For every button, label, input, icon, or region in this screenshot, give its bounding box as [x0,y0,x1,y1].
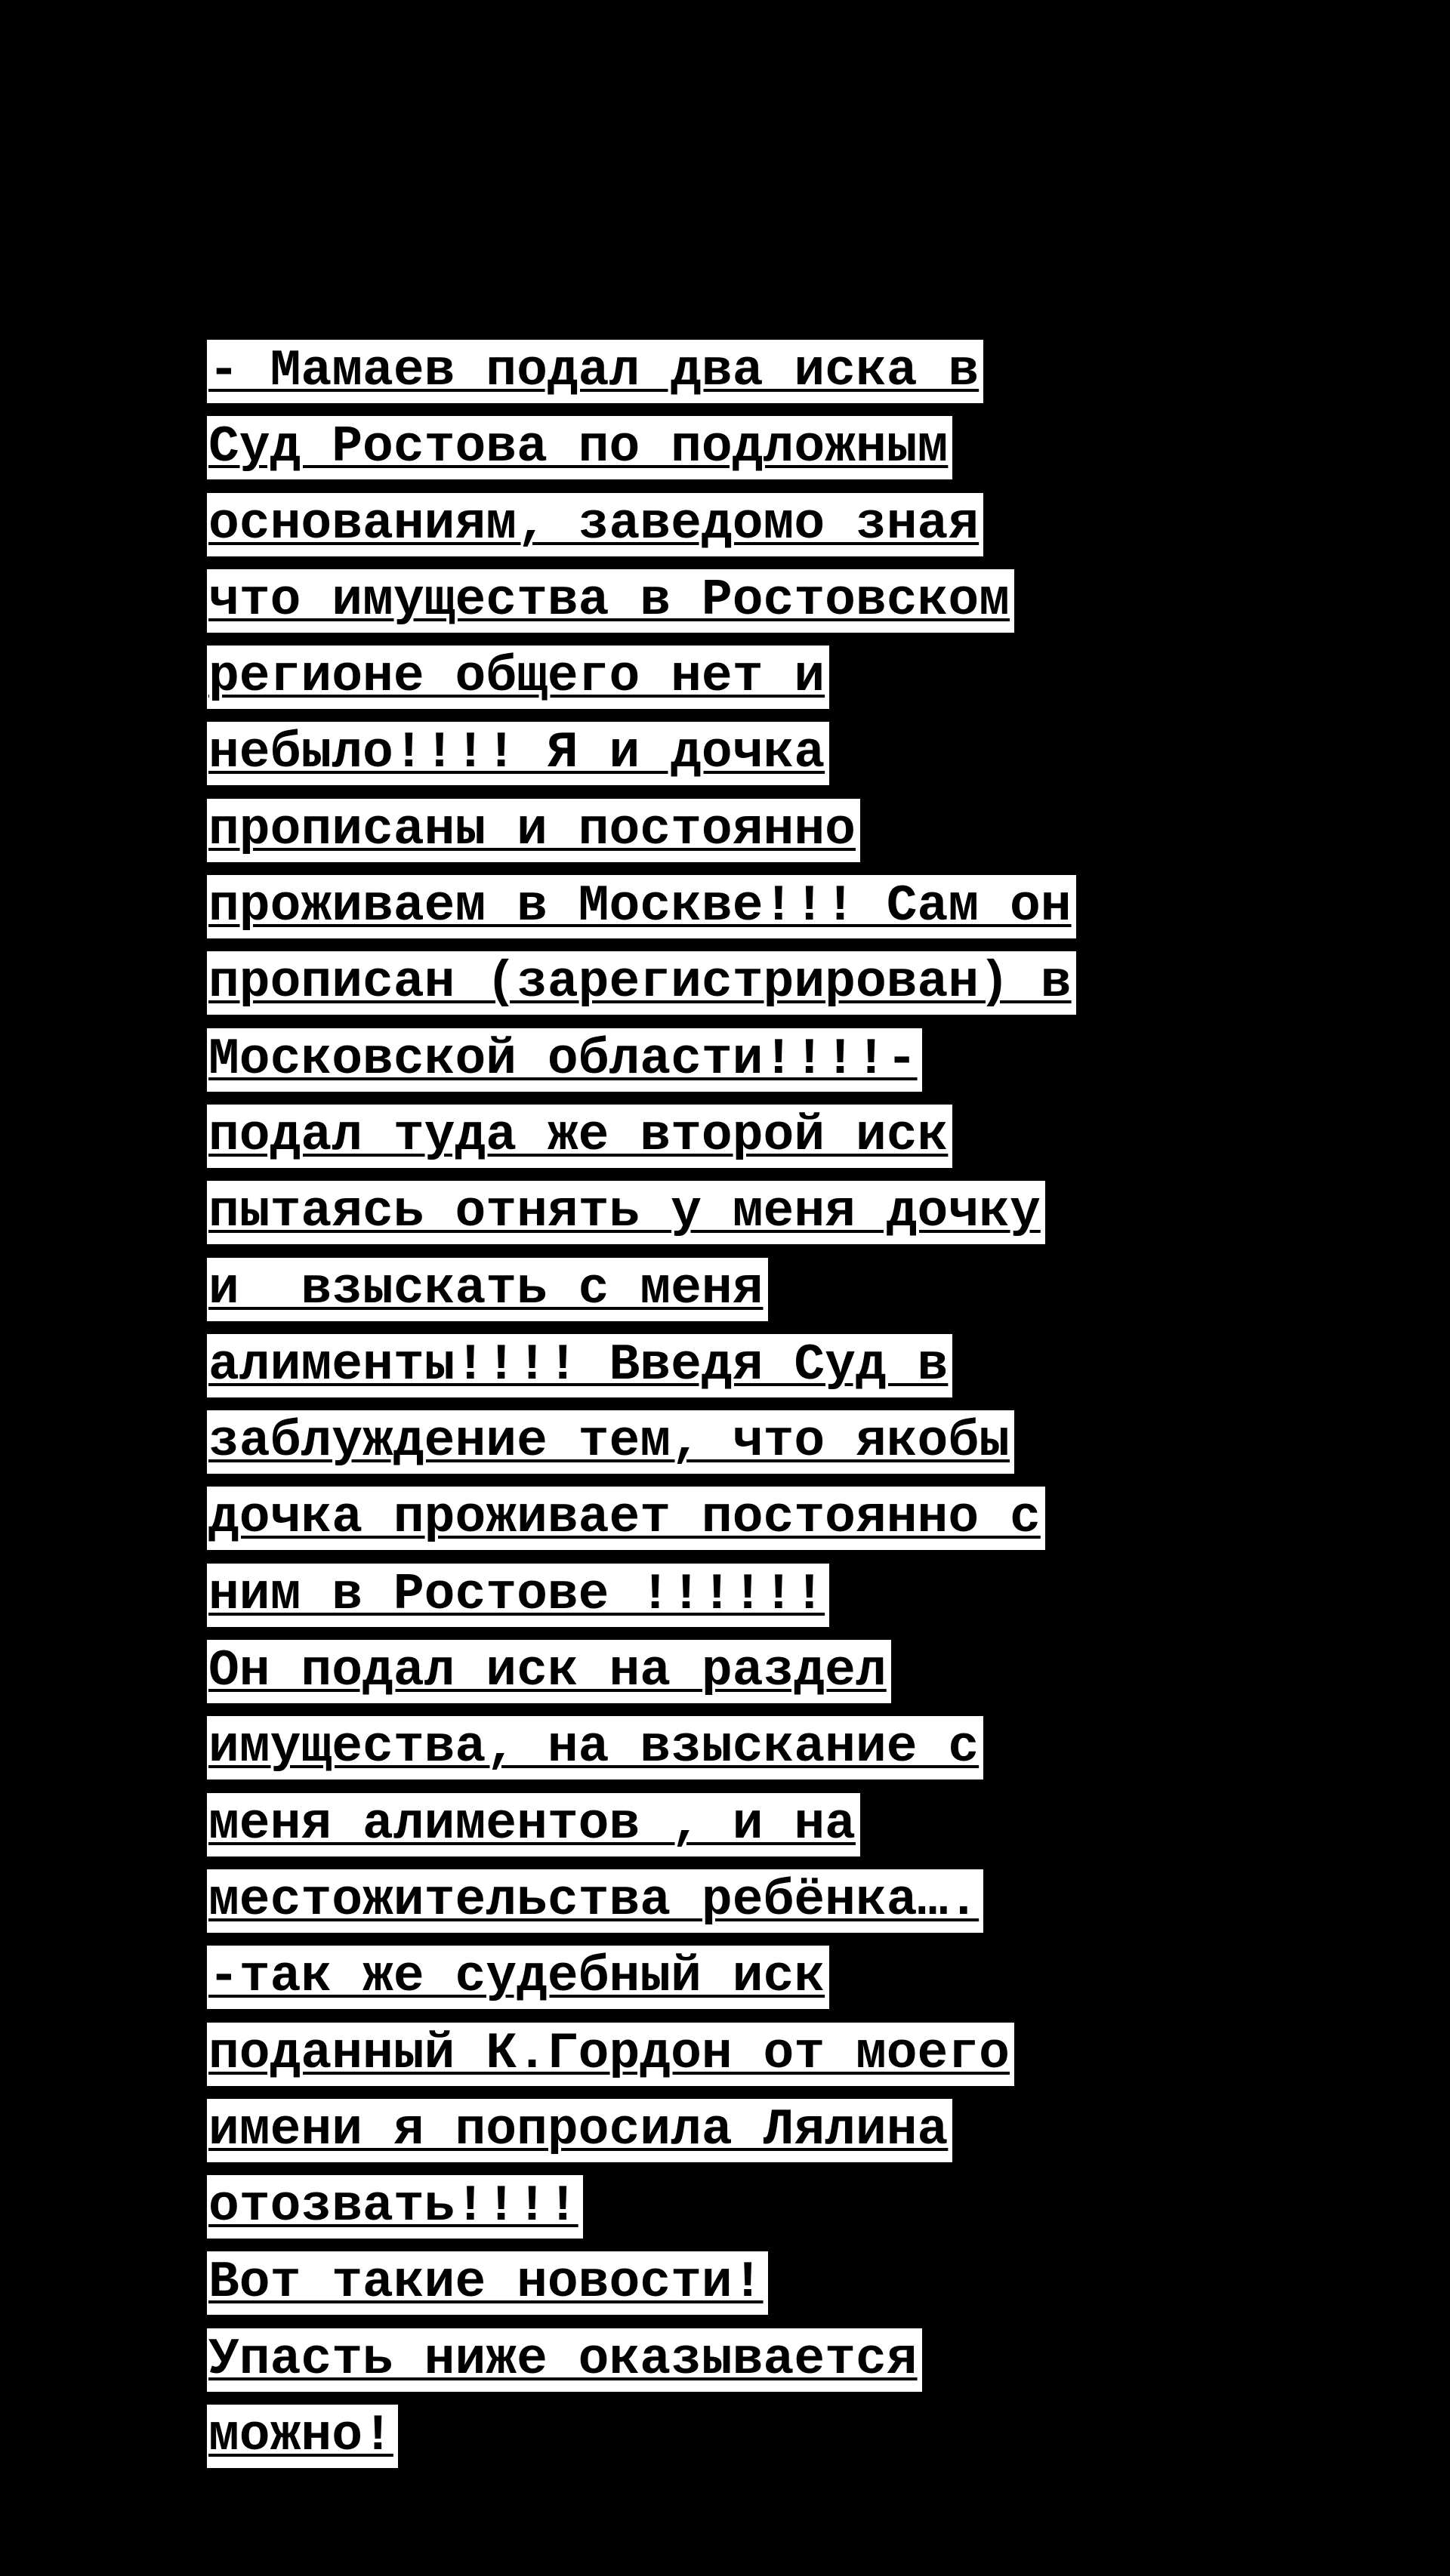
text-line-21 [207,1869,1385,1946]
text-line-13 [207,1258,1385,1334]
text-line-3 [207,493,1385,569]
text-highlight: поданный К.Гордон от моего [207,2023,1014,2086]
text-line-4 [207,569,1385,646]
text-line-23 [207,2023,1385,2099]
text-line-11 [207,1105,1385,1181]
text-line-5 [207,646,1385,722]
text-highlight: основаниям, заведомо зная [207,493,983,556]
story-text-block [207,340,1385,2481]
text-line-26 [207,2251,1385,2328]
text-line-2 [207,416,1385,492]
text-line-14 [207,1334,1385,1410]
text-highlight: Московской области!!!!- [207,1028,922,1092]
text-line-10 [207,1028,1385,1105]
text-line-16 [207,1487,1385,1563]
text-line-17 [207,1564,1385,1640]
text-highlight: -так же судебный иск [207,1946,829,2009]
text-highlight: регионе общего нет и [207,646,829,709]
text-line-28 [207,2405,1385,2481]
text-line-1 [207,340,1385,416]
text-line-24 [207,2099,1385,2175]
text-highlight: и взыскать с меня [207,1258,768,1321]
text-line-12 [207,1181,1385,1257]
text-highlight: Упасть ниже оказывается [207,2328,922,2392]
text-highlight: алименты!!!! Введя Суд в [207,1334,952,1397]
text-line-27 [207,2328,1385,2405]
text-highlight: имущества, на взыскание с [207,1716,983,1779]
text-line-25 [207,2175,1385,2251]
text-highlight: Суд Ростова по подложным [207,416,952,479]
text-line-9 [207,951,1385,1028]
text-highlight: - Мамаев подал два иска в [207,340,983,403]
text-line-20 [207,1793,1385,1869]
text-highlight: проживаем в Москве!!! Сам он [207,875,1076,938]
text-highlight: можно! [207,2405,398,2468]
text-line-8 [207,875,1385,951]
text-highlight: дочка проживает постоянно с [207,1487,1045,1550]
text-line-18 [207,1640,1385,1716]
text-line-6 [207,722,1385,798]
text-line-7 [207,799,1385,875]
text-highlight: ним в Ростове !!!!!! [207,1564,829,1627]
text-highlight: прописаны и постоянно [207,799,860,862]
text-highlight: заблуждение тем, что якобы [207,1410,1014,1474]
text-highlight: местожительства ребёнка…. [207,1869,983,1933]
text-highlight: меня алиментов , и на [207,1793,860,1857]
text-highlight: пытаясь отнять у меня дочку [207,1181,1045,1244]
text-line-22 [207,1946,1385,2022]
text-highlight: отозвать!!!! [207,2175,583,2239]
text-highlight: Он подал иск на раздел [207,1640,891,1703]
text-line-15 [207,1410,1385,1487]
text-highlight: подал туда же второй иск [207,1105,952,1168]
text-highlight: прописан (зарегистрирован) в [207,951,1076,1015]
text-highlight: что имущества в Ростовском [207,569,1014,633]
text-highlight: небыло!!!! Я и дочка [207,722,829,785]
text-highlight: имени я попросила Лялина [207,2099,952,2162]
text-highlight: Вот такие новости! [207,2251,768,2315]
text-line-19 [207,1716,1385,1792]
